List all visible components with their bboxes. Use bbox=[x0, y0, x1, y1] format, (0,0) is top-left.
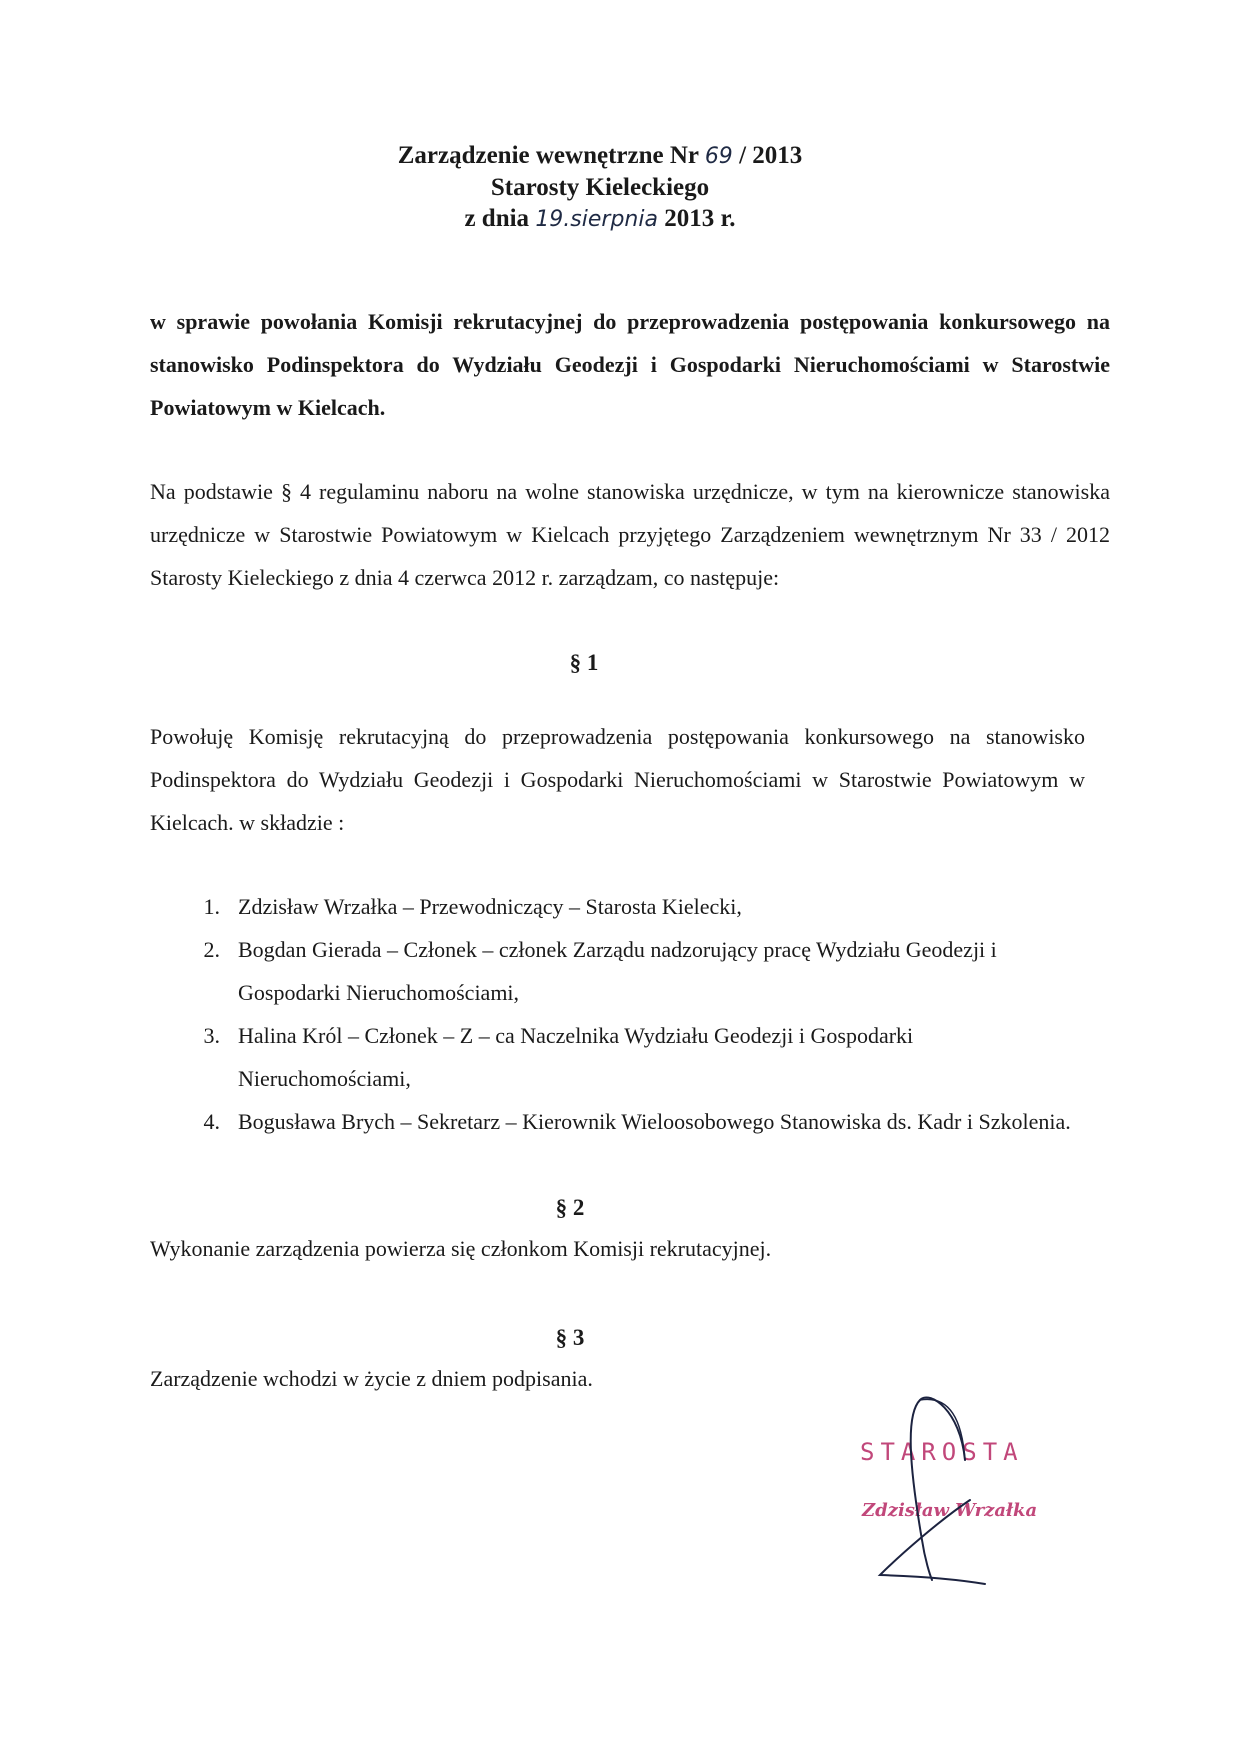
document-header bbox=[0, 140, 1200, 235]
handwritten-signature bbox=[860, 1370, 1010, 1590]
handwritten-number: 69 bbox=[704, 144, 733, 169]
list-item-text: Zdzisław Wrzałka – Przewodniczący – Starosta Kielecki, bbox=[238, 894, 742, 919]
header-title-suffix: / 2013 bbox=[739, 142, 803, 169]
legal-basis: Na podstawie § 4 regulaminu naboru na wolne stanowiska urzędnicze, w tym na kierownicze stanowiska urzędnicze w Starostwie Powiatowym w Kielcach przyjętego Zarządzeniem wewnętrznym Nr 33 / 2012 Starosty Kieleckiego z dnia 4 czerwca 2012 r. zarządzam, co następuje: bbox=[150, 479, 1110, 590]
list-item-text: Halina Król – Członek – Z – ca Naczelnika Wydziału Geodezji i Gospodarki Nieruchomościami, bbox=[238, 1023, 914, 1091]
list-item bbox=[150, 885, 1090, 928]
header-line-1 bbox=[0, 140, 1200, 172]
committee-members-list bbox=[150, 885, 1090, 1143]
list-item-text: Bogdan Gierada – Członek – członek Zarządu nadzorujący pracę Wydziału Geodezji i Gospodarki Nieruchomościami, bbox=[238, 937, 997, 1005]
header-date-prefix: z dnia bbox=[464, 205, 530, 232]
document-subject: w sprawie powołania Komisji rekrutacyjnej do przeprowadzenia postępowania konkursowego na stanowisko Podinspektora do Wydziału Geodezji i Gospodarki Nieruchomościami w Starostwie Powiatowym w Kielcach. bbox=[150, 309, 1110, 420]
section-1-mark: § 1 bbox=[569, 650, 599, 675]
handwritten-date: 19.sierpnia bbox=[535, 207, 658, 232]
section-1-text: Powołuję Komisję rekrutacyjną do przeprowadzenia postępowania konkursowego na stanowisko Podinspektora do Wydziału Geodezji i Gospodarki Nieruchomościami w Starostwie Powiatowym w Kielcach. w składzie : bbox=[150, 724, 1085, 835]
list-item-number: 2. bbox=[203, 937, 220, 962]
list-item bbox=[150, 1014, 1090, 1100]
list-item-text: Bogusława Brych – Sekretarz – Kierownik Wieloosobowego Stanowiska ds. Kadr i Szkolenia. bbox=[238, 1109, 1071, 1134]
list-item-number: 3. bbox=[203, 1023, 220, 1048]
section-3-text: Zarządzenie wchodzi w życie z dniem podpisania. bbox=[150, 1366, 593, 1391]
stamp-name: Zdzisław Wrzałka bbox=[862, 1500, 1038, 1521]
stamp-title: STAROSTA bbox=[860, 1438, 1024, 1466]
section-2-mark: § 2 bbox=[555, 1195, 585, 1220]
list-item-number: 1. bbox=[203, 894, 220, 919]
list-item bbox=[150, 1100, 1090, 1143]
header-title-prefix: Zarządzenie wewnętrzne Nr bbox=[397, 142, 699, 169]
header-line-2: Starosty Kieleckiego bbox=[490, 174, 710, 201]
list-item-number: 4. bbox=[203, 1109, 220, 1134]
header-line-3 bbox=[0, 203, 1200, 235]
header-date-suffix: 2013 r. bbox=[664, 205, 736, 232]
section-2-text: Wykonanie zarządzenia powierza się członkom Komisji rekrutacyjnej. bbox=[150, 1236, 772, 1261]
section-3-mark: § 3 bbox=[555, 1325, 585, 1350]
list-item bbox=[150, 928, 1090, 1014]
